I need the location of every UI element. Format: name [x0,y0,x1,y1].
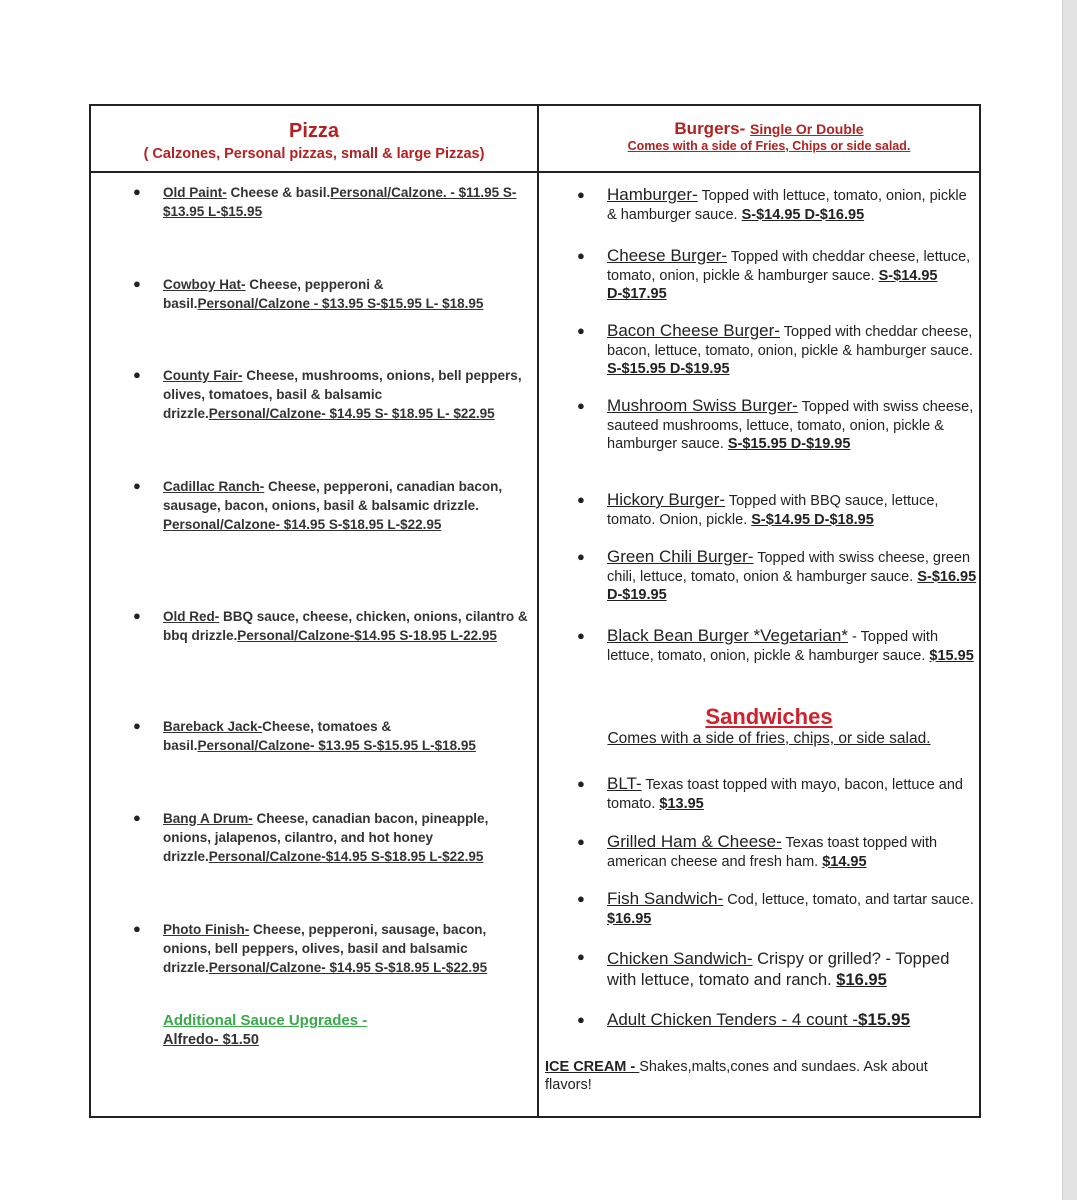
pizza-item-name: Cadillac Ranch- [163,479,265,494]
burger-item-price: S-$14.95 D-$17.95 [607,267,938,302]
bullet-icon: ● [577,1012,585,1027]
pizza-item-price: Personal/Calzone- $14.95 S-$18.95 L-$22.95 [163,517,442,532]
bullet-icon: ● [577,248,585,263]
sandwich-item-name: Grilled Ham & Cheese- [607,832,782,851]
sandwich-item-desc: Cod, lettuce, tomato, and tartar sauce. [723,892,974,908]
bullet-icon: ● [577,628,585,643]
bullet-icon: ● [133,478,141,493]
bullet-icon: ● [133,608,141,623]
burger-item [607,247,977,304]
pizza-item-price: Personal/Calzone. - $11.95 S- $13.95 L-$15.95 [163,185,517,219]
burger-item [607,627,977,665]
bullet-icon: ● [577,323,585,338]
burgers-title-text: Burgers- [674,119,746,138]
burgers-title [539,119,999,139]
bullet-icon: ● [577,549,585,564]
burger-item-desc: Topped with swiss cheese, sauteed mushrooms, lettuce, tomato, onion, pickle & hamburger sauce. [607,399,974,452]
pizza-item-desc: Cheese, pepperoni, canadian bacon, sausage, bacon, onions, basil & balsamic drizzle. [163,479,503,513]
pizza-item-price: Personal/Calzone - $13.95 S-$15.95 L- $18.95 [197,296,484,311]
pizza-title: Pizza [288,120,340,142]
bullet-icon: ● [133,921,141,936]
pizza-item-name: County Fair- [163,368,243,383]
sandwich-item-price: $15.95 [858,1010,911,1029]
burgers-header [539,106,981,171]
sandwich-item-name: Adult Chicken Tenders - 4 count - [607,1010,859,1029]
burger-item [607,186,977,224]
pizza-item-desc: BBQ sauce, cheese, chicken, onions, cilantro & bbq drizzle. [163,609,528,643]
pizza-item-name: Old Red- [163,609,220,624]
burger-item-name: Hickory Burger- [607,490,726,509]
bullet-icon: ● [577,492,585,507]
pizza-item [163,366,533,423]
pizza-item-desc: Cheese, mushrooms, onions, bell peppers, olives, tomatoes, basil & balsamic drizzle. [163,368,522,421]
pizza-item [163,477,533,534]
pizza-header [91,106,537,171]
pizza-item-price: Personal/Calzone-$14.95 S-18.95 L-22.95 [237,628,497,643]
burger-item-desc: Topped with BBQ sauce, lettuce, tomato. Onion, pickle. [607,493,939,528]
burger-item-name: Cheese Burger- [607,246,728,265]
burger-item-price: $15.95 [929,647,974,664]
sandwich-item [607,1011,977,1030]
ice-cream-label: ICE CREAM - [545,1059,640,1075]
pizza-item [163,275,533,313]
sandwich-item-price: $16.95 [836,971,887,989]
burger-item-desc: Topped with cheddar cheese, lettuce, tomato, onion, pickle & hamburger sauce. [607,249,971,284]
pizza-item-name: Cowboy Hat- [163,277,246,292]
pizza-item [163,607,533,645]
burger-item [607,322,977,379]
burger-item-name: Mushroom Swiss Burger- [607,396,798,415]
burger-item-price: S-$16.95 D-$19.95 [607,568,977,603]
pizza-item-price: Personal/Calzone- $13.95 S-$15.95 L-$18.95 [197,738,476,753]
burger-item [607,491,977,529]
pizza-subtitle: ( Calzones, Personal pizzas, small & large Pizzas) [143,146,485,162]
column-divider [537,106,539,1116]
burger-item-price: S-$15.95 D-$19.95 [607,361,730,377]
menu-table [89,104,981,1118]
burger-item-name: Green Chili Burger- [607,547,754,566]
sandwich-item-desc: Texas toast topped with mayo, bacon, lettuce and tomato. [607,777,963,812]
burger-item-desc: Topped with lettuce, tomato, onion, pickle & hamburger sauce. [607,188,967,223]
sauce-upgrades-title: Additional Sauce Upgrades - [163,1012,368,1029]
burger-item [607,548,977,605]
burger-item-name: Hamburger- [607,185,698,204]
sandwich-item-name: Chicken Sandwich- [607,949,753,968]
ice-cream-text: Shakes,malts,cones and sundaes. Ask about flavors! [545,1059,928,1093]
page-edge-scrollbar[interactable] [1063,0,1077,1200]
pizza-item-price: Personal/Calzone- $14.95 S-$18.95 L-$22.95 [208,960,488,975]
pizza-item-name: Bang A Drum- [163,811,253,826]
burgers-subtitle: Comes with a side of Fries, Chips or side salad. [627,139,911,153]
burger-item-name: Bacon Cheese Burger- [607,321,780,340]
bullet-icon: ● [133,276,141,291]
bullet-icon: ● [577,891,585,906]
bullet-icon: ● [577,187,585,202]
pizza-item-name: Bareback Jack- [163,719,263,734]
pizza-item-name: Old Paint- [163,185,227,200]
pizza-item [163,183,533,221]
bullet-icon: ● [133,367,141,382]
pizza-item-desc: Cheese, canadian bacon, pineapple, onions, jalapenos, cilantro, and hot honey drizzle. [163,811,489,864]
sandwich-item-price: $13.95 [659,795,704,812]
pizza-item-price: Personal/Calzone-$14.95 S-$18.95 L-$22.95 [208,849,484,864]
pizza-item [163,809,533,866]
sandwich-item-name: BLT- [607,774,642,793]
sandwich-item-price: $16.95 [607,910,652,927]
burger-item-price: S-$14.95 D-$18.95 [751,511,874,528]
sandwich-item [607,833,977,871]
header-divider [91,171,979,173]
bullet-icon: ● [133,184,141,199]
bullet-icon: ● [133,718,141,733]
pizza-item-desc: Cheese, pepperoni & basil. [163,277,384,311]
bullet-icon: ● [577,398,585,413]
sandwich-item [607,775,977,813]
bullet-icon: ● [577,834,585,849]
pizza-item [163,920,533,977]
burgers-title-suffix: Single Or Double [750,121,864,137]
pizza-item-desc: Cheese, tomatoes & basil. [163,719,392,753]
sandwich-item [607,890,977,928]
sandwich-item-desc: Crispy or grilled? - Topped with lettuce, tomato and ranch. [607,950,950,989]
burger-item-desc: - Topped with lettuce, tomato, onion, pickle & hamburger sauce. [607,629,939,664]
sandwich-item-desc: Texas toast topped with american cheese and fresh ham. [607,835,938,870]
burger-item-name: Black Bean Burger *Vegetarian* [607,626,848,645]
bullet-icon: ● [577,776,585,791]
sandwiches-title: Sandwiches [705,704,833,729]
pizza-item-name: Photo Finish- [163,922,250,937]
burger-item [607,397,977,454]
pizza-item-desc: Cheese, pepperoni, sausage, bacon, onions, bell peppers, olives, basil and balsamic drizzle. [163,922,487,975]
sandwiches-subtitle: Comes with a side of fries, chips, or side salad. [607,730,931,747]
burger-item-desc: Topped with cheddar cheese, bacon, lettuce, tomato, onion, pickle & hamburger sauce. [607,324,973,359]
ice-cream-note [545,1058,975,1094]
pizza-item [163,717,533,755]
burger-item-price: S-$15.95 D-$19.95 [727,436,851,452]
bullet-icon: ● [133,810,141,825]
sandwich-item-name: Fish Sandwich- [607,889,724,908]
burger-item-price: S-$14.95 D-$16.95 [741,206,865,223]
sandwich-item-price: $14.95 [822,853,867,870]
pizza-item-desc: Cheese & basil. [226,185,331,200]
pizza-item-price: Personal/Calzone- $14.95 S- $18.95 L- $22.95 [208,406,495,421]
bullet-icon: ● [577,949,585,964]
sandwich-item [607,948,977,991]
sauce-upgrade-item: Alfredo- $1.50 [163,1032,259,1048]
burger-item-desc: Topped with swiss cheese, green chili, lettuce, tomato, onion & hamburger sauce. [607,550,971,585]
